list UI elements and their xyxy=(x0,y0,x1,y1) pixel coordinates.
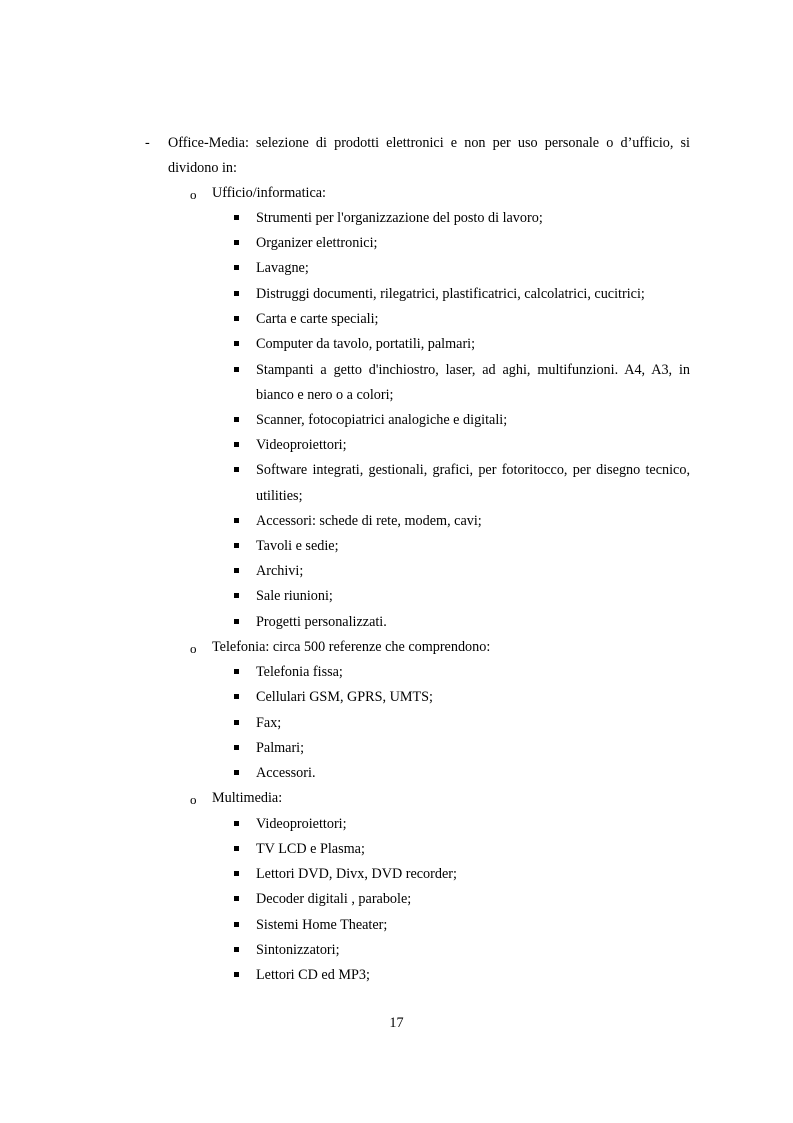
square-bullet xyxy=(234,669,239,674)
list-item: Accessori. xyxy=(256,765,316,781)
list-item: Lettori CD ed MP3; xyxy=(256,967,370,983)
section-title-multimedia: Multimedia: xyxy=(212,790,283,806)
square-bullet xyxy=(234,367,239,372)
square-bullet xyxy=(234,341,239,346)
list-item: Sistemi Home Theater; xyxy=(256,917,388,933)
square-bullet xyxy=(234,846,239,851)
list-item: Archivi; xyxy=(256,563,304,579)
square-bullet xyxy=(234,215,239,220)
list-item: Cellulari GSM, GPRS, UMTS; xyxy=(256,689,433,705)
list-item: Software integrati, gestionali, grafici, per fotoritocco, per disegno tecnico, xyxy=(256,462,690,478)
circle-bullet: o xyxy=(190,792,197,807)
square-bullet xyxy=(234,543,239,548)
square-bullet xyxy=(234,291,239,296)
list-item-continuation: bianco e nero o a colori; xyxy=(256,387,394,403)
list-item: Lettori DVD, Divx, DVD recorder; xyxy=(256,866,457,882)
list-item: Videoproiettori; xyxy=(256,437,347,453)
intro-line-2: dividono in: xyxy=(168,160,237,176)
square-bullet xyxy=(234,922,239,927)
list-item: Palmari; xyxy=(256,740,305,756)
square-bullet xyxy=(234,518,239,523)
square-bullet xyxy=(234,871,239,876)
dash-marker: - xyxy=(145,135,150,151)
circle-bullet: o xyxy=(190,187,197,202)
square-bullet xyxy=(234,619,239,624)
list-item: Videoproiettori; xyxy=(256,816,347,832)
list-item: Stampanti a getto d'inchiostro, laser, ad aghi, multifunzioni. A4, A3, in xyxy=(256,362,690,378)
square-bullet xyxy=(234,568,239,573)
square-bullet xyxy=(234,265,239,270)
list-item: Decoder digitali , parabole; xyxy=(256,891,412,907)
list-item: Tavoli e sedie; xyxy=(256,538,339,554)
square-bullet xyxy=(234,694,239,699)
intro-line-1: Office-Media: selezione di prodotti elettronici e non per uso personale o d’ufficio, si xyxy=(168,135,690,151)
square-bullet xyxy=(234,972,239,977)
page-number: 17 xyxy=(389,1015,404,1031)
list-item: Computer da tavolo, portatili, palmari; xyxy=(256,336,476,352)
list-item: Carta e carte speciali; xyxy=(256,311,379,327)
square-bullet xyxy=(234,821,239,826)
circle-bullet: o xyxy=(190,641,197,656)
list-item: Telefonia fissa; xyxy=(256,664,343,680)
square-bullet xyxy=(234,770,239,775)
list-item: Accessori: schede di rete, modem, cavi; xyxy=(256,513,482,529)
section-title-ufficio: Ufficio/informatica: xyxy=(212,185,326,201)
square-bullet xyxy=(234,896,239,901)
list-item: Progetti personalizzati. xyxy=(256,614,387,630)
square-bullet xyxy=(234,417,239,422)
square-bullet xyxy=(234,745,239,750)
list-item-continuation: utilities; xyxy=(256,488,303,504)
square-bullet xyxy=(234,947,239,952)
square-bullet xyxy=(234,316,239,321)
square-bullet xyxy=(234,240,239,245)
list-item: TV LCD e Plasma; xyxy=(256,841,365,857)
list-item: Sintonizzatori; xyxy=(256,942,340,958)
list-item: Scanner, fotocopiatrici analogiche e digitali; xyxy=(256,412,508,428)
square-bullet xyxy=(234,467,239,472)
list-item: Organizer elettronici; xyxy=(256,235,378,251)
list-item: Distruggi documenti, rilegatrici, plastificatrici, calcolatrici, cucitrici; xyxy=(256,286,645,302)
square-bullet xyxy=(234,720,239,725)
list-item: Sale riunioni; xyxy=(256,588,333,604)
section-title-telefonia: Telefonia: circa 500 referenze che comprendono: xyxy=(212,639,491,655)
list-item: Lavagne; xyxy=(256,260,309,276)
list-item: Fax; xyxy=(256,715,282,731)
list-item: Strumenti per l'organizzazione del posto di lavoro; xyxy=(256,210,543,226)
square-bullet xyxy=(234,442,239,447)
square-bullet xyxy=(234,593,239,598)
